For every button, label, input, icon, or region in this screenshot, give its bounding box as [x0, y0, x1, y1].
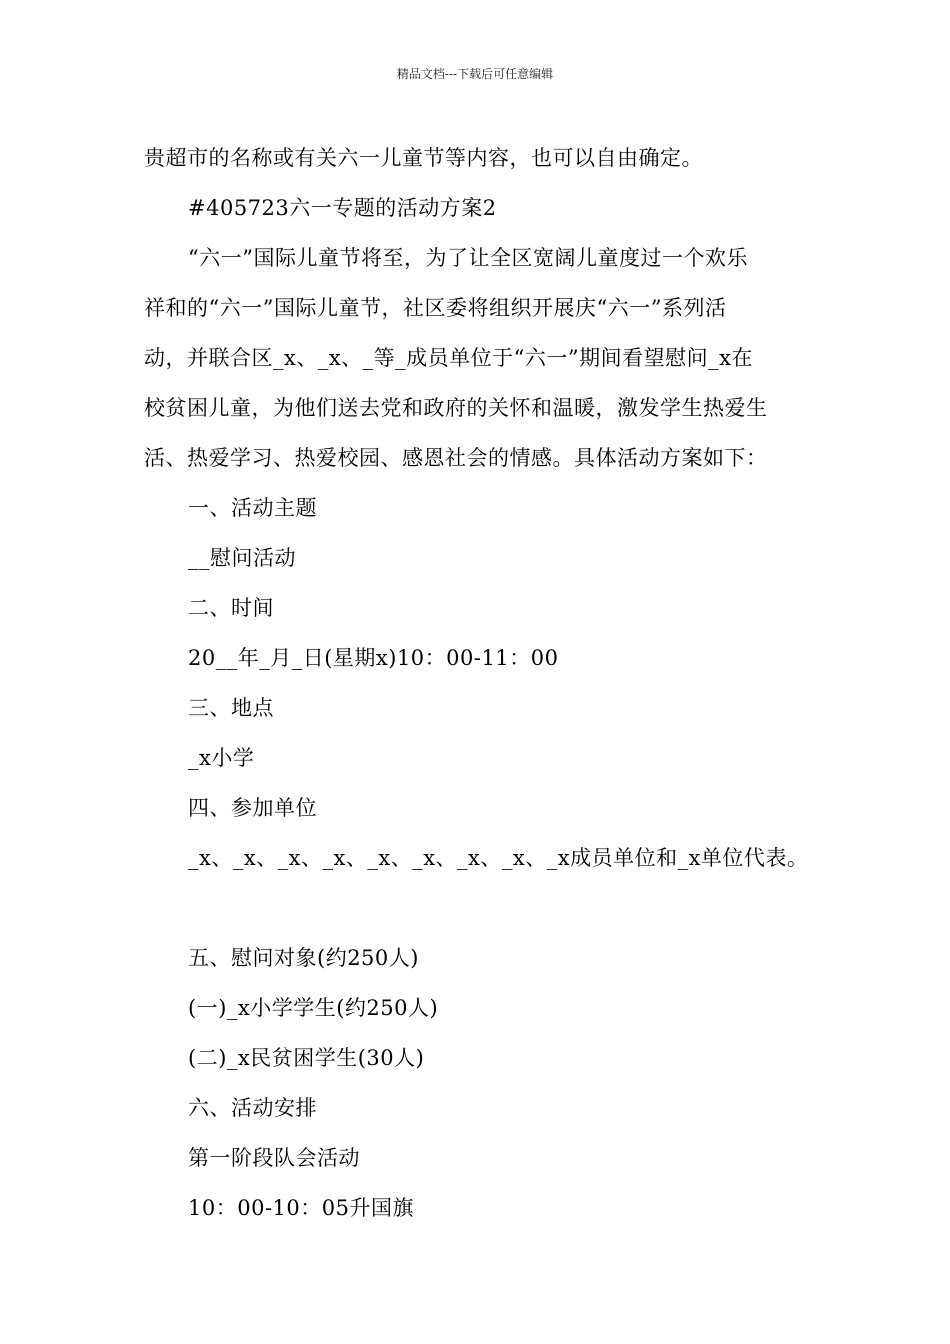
paragraph-line: 10：00-10：05升国旗	[188, 1196, 414, 1220]
document-body	[144, 133, 824, 1233]
paragraph-line: _x小学	[188, 746, 255, 770]
paragraph-line: 校贫困儿童，为他们送去党和政府的关怀和温暖，激发学生热爱生	[144, 396, 768, 420]
paragraph-line: 20__年_月_日(星期x)10：00-11：00	[188, 646, 559, 670]
paragraph-line: (一)_x小学学生(约250人)	[188, 996, 439, 1020]
page-header: 精品文档---下载后可任意编辑	[396, 67, 554, 81]
section-heading: 一、活动主题	[188, 496, 317, 520]
paragraph-line: 动，并联合区_x、_x、_等_成员单位于“六一”期间看望慰问_x在	[144, 346, 753, 370]
section-heading: 三、地点	[188, 696, 274, 720]
paragraph-line: 祥和的“六一”国际儿童节，社区委将组织开展庆“六一”系列活	[144, 296, 727, 320]
section-heading: 五、慰问对象(约250人)	[188, 946, 419, 970]
paragraph-line: __慰问活动	[188, 546, 296, 570]
paragraph-line: 贵超市的名称或有关六一儿童节等内容，也可以自由确定。	[144, 146, 703, 170]
section-heading: 四、参加单位	[188, 796, 317, 820]
section-heading: 六、活动安排	[188, 1096, 317, 1120]
paragraph-line: (二)_x民贫困学生(30人)	[188, 1046, 425, 1070]
section-heading: 二、时间	[188, 596, 274, 620]
paragraph-line: “六一”国际儿童节将至，为了让全区宽阔儿童度过一个欢乐	[188, 246, 748, 270]
paragraph-line: 活、热爱学习、热爱校园、感恩社会的情感。具体活动方案如下：	[144, 446, 768, 470]
paragraph-line: 第一阶段队会活动	[188, 1146, 360, 1170]
section-heading: #405723六一专题的活动方案2	[188, 196, 497, 220]
paragraph-line: _x、_x、_x、_x、_x、_x、_x、_x、_x成员单位和_x单位代表。	[188, 846, 809, 870]
blank-line	[144, 883, 824, 933]
